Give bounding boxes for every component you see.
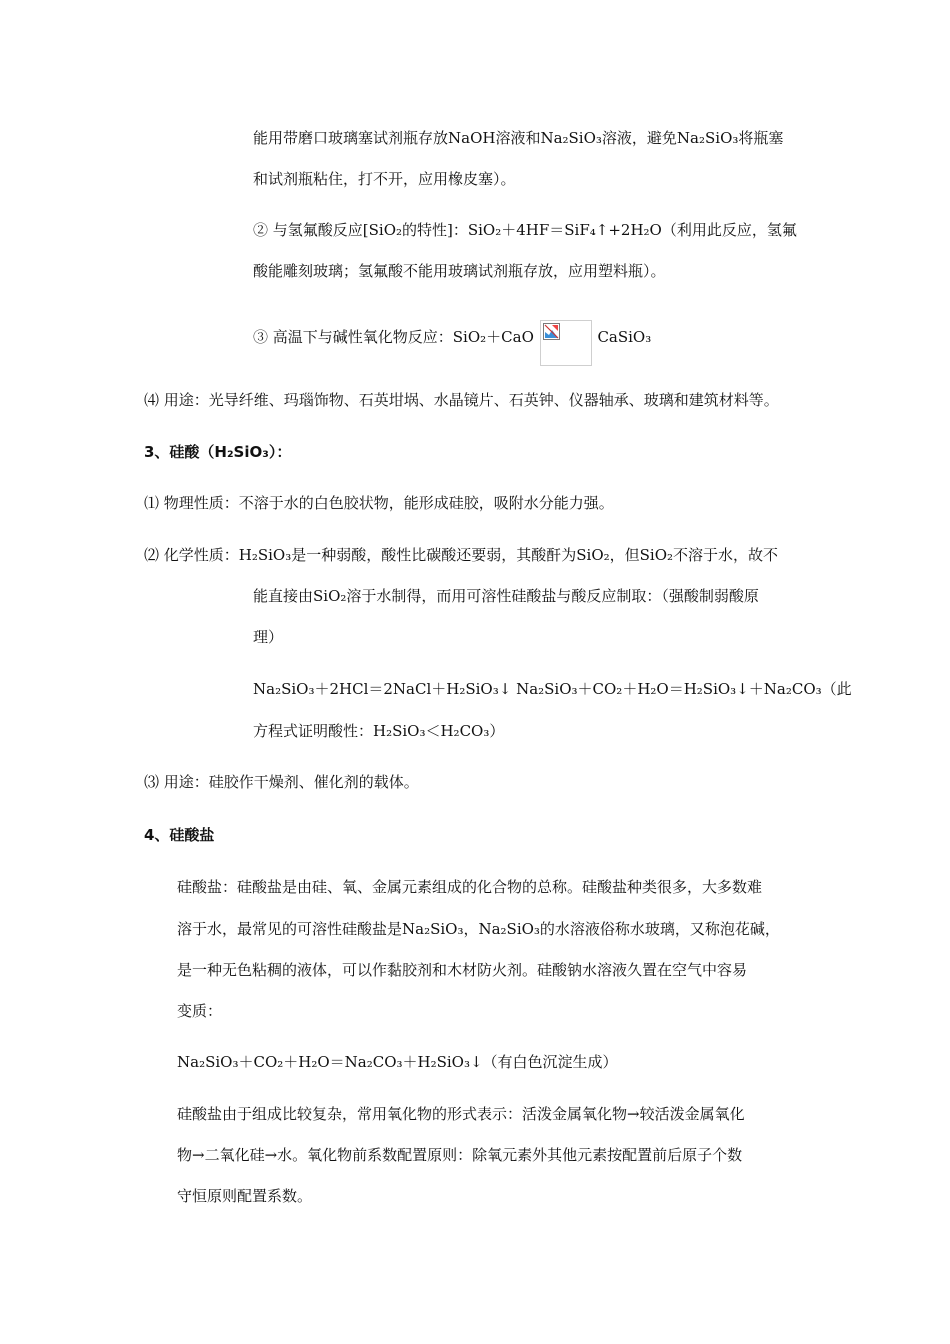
text-line: 物→二氧化硅→水。氧化物前系数配置原则：除氧元素外其他元素按配置前后原子个数 xyxy=(177,1146,743,1164)
text-line: 能直接由SiO₂溶于水制得，而用可溶性硅酸盐与酸反应制取：（强酸制弱酸原 xyxy=(253,587,759,605)
text-line: 是一种无色粘稠的液体，可以作黏胶剂和木材防火剂。硅酸钠水溶液久置在空气中容易 xyxy=(177,961,748,979)
section-heading: 4、硅酸盐 xyxy=(144,826,215,844)
text-line: 理） xyxy=(253,628,284,646)
text-line: 硅酸盐：硅酸盐是由硅、氧、金属元素组成的化合物的总称。硅酸盐种类很多，大多数难 xyxy=(177,878,763,896)
text-line: ⑴ 物理性质：不溶于水的白色胶状物，能形成硅胶，吸附水分能力强。 xyxy=(144,494,614,512)
text-line: 硅酸盐由于组成比较复杂，常用氧化物的形式表示：活泼金属氧化物→较活泼金属氧化 xyxy=(177,1105,745,1123)
text-line: ⑶ 用途：硅胶作干燥剂、催化剂的载体。 xyxy=(144,773,419,791)
equation-line: Na₂SiO₃＋CO₂＋H₂O＝Na₂CO₃＋H₂SiO₃↓（有白色沉淀生成） xyxy=(177,1053,618,1071)
equation-left: ③ 高温下与碱性氧化物反应：SiO₂＋CaO xyxy=(253,328,534,346)
text-line: ⑵ 化学性质：H₂SiO₃是一种弱酸，酸性比碳酸还要弱，其酸酐为SiO₂，但SiO₂不溶于水，故不 xyxy=(144,546,779,564)
text-line: 能用带磨口玻璃塞试剂瓶存放NaOH溶液和Na₂SiO₃溶液，避免Na₂SiO₃将瓶塞 xyxy=(253,129,784,147)
broken-image-icon xyxy=(540,320,592,366)
text-line: 变质： xyxy=(177,1002,223,1020)
text-line: 和试剂瓶粘住，打不开，应用橡皮塞）。 xyxy=(253,170,516,188)
equation-line: Na₂SiO₃＋2HCl＝2NaCl＋H₂SiO₃↓ Na₂SiO₃＋CO₂＋H₂O＝H₂SiO₃↓＋Na₂CO₃（此 xyxy=(253,680,852,698)
section-heading: 3、硅酸（H₂SiO₃）： xyxy=(144,443,292,461)
equation-right: CaSiO₃ xyxy=(597,328,652,346)
text-line: 溶于水，最常见的可溶性硅酸盐是Na₂SiO₃，Na₂SiO₃的水溶液俗称水玻璃，又称泡花碱， xyxy=(177,920,780,938)
text-line: ② 与氢氟酸反应[SiO₂的特性]：SiO₂＋4HF＝SiF₄↑+2H₂O（利用此反应，氢氟 xyxy=(253,221,797,239)
text-line: 酸能雕刻玻璃；氢氟酸不能用玻璃试剂瓶存放，应用塑料瓶）。 xyxy=(253,262,666,280)
text-line: ⑷ 用途：光导纤维、玛瑙饰物、石英坩埚、水晶镜片、石英钟、仪器轴承、玻璃和建筑材料等。 xyxy=(144,391,779,409)
text-line: 守恒原则配置系数。 xyxy=(177,1187,313,1205)
equation-line xyxy=(253,320,651,366)
text-line: 方程式证明酸性：H₂SiO₃＜H₂CO₃） xyxy=(253,722,505,740)
